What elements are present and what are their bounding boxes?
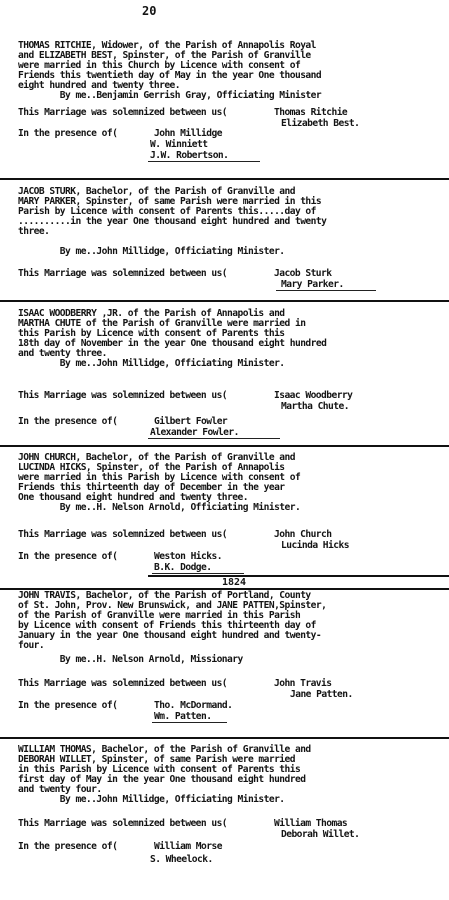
party-name: Jane Patten.	[290, 689, 353, 700]
party-name: Jacob Sturk	[274, 268, 332, 279]
witness-name: Wm. Patten.	[154, 711, 212, 722]
entry-text-line: MARTHA CHUTE of the Parish of Granville were married in	[18, 318, 306, 329]
officiant-line: By me..John Millidge, Officiating Minister.	[18, 246, 285, 257]
party-name: Mary Parker.	[281, 279, 344, 290]
party-name: William Thomas	[274, 818, 348, 829]
party-underline	[276, 290, 376, 291]
witness-underline	[148, 438, 280, 439]
entry-text-line: were married in this Parish by Licence with consent of	[18, 472, 301, 483]
entry-text-line: Friends this thirteenth day of December in the year	[18, 482, 285, 493]
entry-divider	[0, 178, 449, 180]
party-name: Elizabeth Best.	[281, 118, 360, 129]
page-number: 20	[142, 4, 157, 18]
witness-underline	[152, 722, 227, 723]
entry-text-line: and ELIZABETH BEST, Spinster, of the Parish of Granville	[18, 50, 311, 61]
entry-text-line: four.	[18, 640, 45, 651]
party-name: John Travis	[274, 678, 332, 689]
officiant-line: By me..John Millidge, Officiating Minister.	[18, 358, 285, 369]
entry-text-line: WILLIAM THOMAS, Bachelor, of the Parish of Granville and	[18, 744, 311, 755]
year-heading: 1824	[222, 577, 247, 588]
entry-text-line: ..........in the year One thousand eight hundred and twenty	[18, 216, 327, 227]
solemnized-label: This Marriage was solemnized between us(	[18, 678, 228, 689]
entry-divider	[0, 445, 449, 447]
entry-text-line: of the Parish of Granville were married in this Parish	[18, 610, 301, 621]
officiant-line: By me..H. Nelson Arnold, Officiating Minister.	[18, 502, 301, 513]
solemnized-label: This Marriage was solemnized between us(	[18, 529, 228, 540]
entry-text-line: DEBORAH WILLET, Spinster, of same Parish were married	[18, 754, 295, 765]
entry-text-line: in this Parish by Licence with consent of Parents this	[18, 764, 301, 775]
party-name: Thomas Ritchie	[274, 107, 348, 118]
entry-text-line: Parish by Licence with consent of Parents this.....day of	[18, 206, 316, 217]
witness-underline	[152, 573, 244, 574]
entry-divider	[0, 300, 449, 302]
party-name: Isaac Woodberry	[274, 390, 353, 401]
party-name: Martha Chute.	[281, 401, 349, 412]
presence-label: In the presence of(	[18, 700, 118, 711]
witness-name: B.K. Dodge.	[154, 562, 212, 573]
solemnized-label: This Marriage was solemnized between us(	[18, 390, 228, 401]
witness-name: Weston Hicks.	[154, 551, 222, 562]
officiant-line: By me..Benjamin Gerrish Gray, Officiating Minister	[18, 90, 322, 101]
solemnized-label: This Marriage was solemnized between us(	[18, 268, 228, 279]
entry-text-line: and twenty three.	[18, 348, 107, 359]
entry-text-line: THOMAS RITCHIE, Widower, of the Parish of Annapolis Royal	[18, 40, 316, 51]
entry-text-line: MARY PARKER, Spinster, of same Parish were married in this	[18, 196, 322, 207]
witness-underline	[148, 161, 260, 162]
witness-name: John Millidge	[154, 128, 222, 139]
witness-name: Alexander Fowler.	[150, 427, 239, 438]
year-divider	[148, 575, 449, 577]
entry-text-line: JOHN CHURCH, Bachelor, of the Parish of Granville and	[18, 452, 295, 463]
party-name: John Church	[274, 529, 332, 540]
entry-text-line: JACOB STURK, Bachelor, of the Parish of Granville and	[18, 186, 295, 197]
entry-text-line: were married in this Church by Licence with consent of	[18, 60, 301, 71]
solemnized-label: This Marriage was solemnized between us(	[18, 818, 228, 829]
entry-text-line: LUCINDA HICKS, Spinster, of the Parish of Annapolis	[18, 462, 285, 473]
entry-text-line: JOHN TRAVIS, Bachelor, of the Parish of Portland, County	[18, 590, 311, 601]
entry-text-line: 18th day of November in the year One thousand eight hundred	[18, 338, 327, 349]
presence-label: In the presence of(	[18, 128, 118, 139]
witness-name: J.W. Robertson.	[150, 150, 229, 161]
presence-label: In the presence of(	[18, 416, 118, 427]
entry-text-line: first day of May in the year One thousand eight hundred	[18, 774, 306, 785]
entry-text-line: this Parish by Licence with consent of Parents this	[18, 328, 285, 339]
entry-text-line: three.	[18, 226, 50, 237]
solemnized-label: This Marriage was solemnized between us(	[18, 107, 228, 118]
witness-name: S. Wheelock.	[150, 854, 213, 865]
witness-name: Tho. McDormand.	[154, 700, 233, 711]
entry-text-line: by Licence with consent of Friends this thirteenth day of	[18, 620, 316, 631]
party-name: Lucinda Hicks	[281, 540, 349, 551]
entry-text-line: One thousand eight hundred and twenty three.	[18, 492, 248, 503]
witness-name: W. Winniett	[150, 139, 208, 150]
presence-label: In the presence of(	[18, 551, 118, 562]
presence-label: In the presence of(	[18, 841, 118, 852]
witness-name: Gilbert Fowler	[154, 416, 228, 427]
entry-divider	[0, 737, 449, 739]
officiant-line: By me..H. Nelson Arnold, Missionary	[18, 654, 243, 665]
officiant-line: By me..John Millidge, Officiating Minister.	[18, 794, 285, 805]
entry-text-line: eight hundred and twenty three.	[18, 80, 181, 91]
entry-text-line: and twenty four.	[18, 784, 102, 795]
entry-text-line: ISAAC WOODBERRY ,JR. of the Parish of Annapolis and	[18, 308, 285, 319]
entry-text-line: January in the year One thousand eight hundred and twenty-	[18, 630, 322, 641]
entry-text-line: Friends this twentieth day of May in the year One thousand	[18, 70, 322, 81]
entry-text-line: of St. John, Prov. New Brunswick, and JANE PATTEN,Spinster,	[18, 600, 327, 611]
witness-name: William Morse	[154, 841, 222, 852]
party-name: Deborah Willet.	[281, 829, 360, 840]
